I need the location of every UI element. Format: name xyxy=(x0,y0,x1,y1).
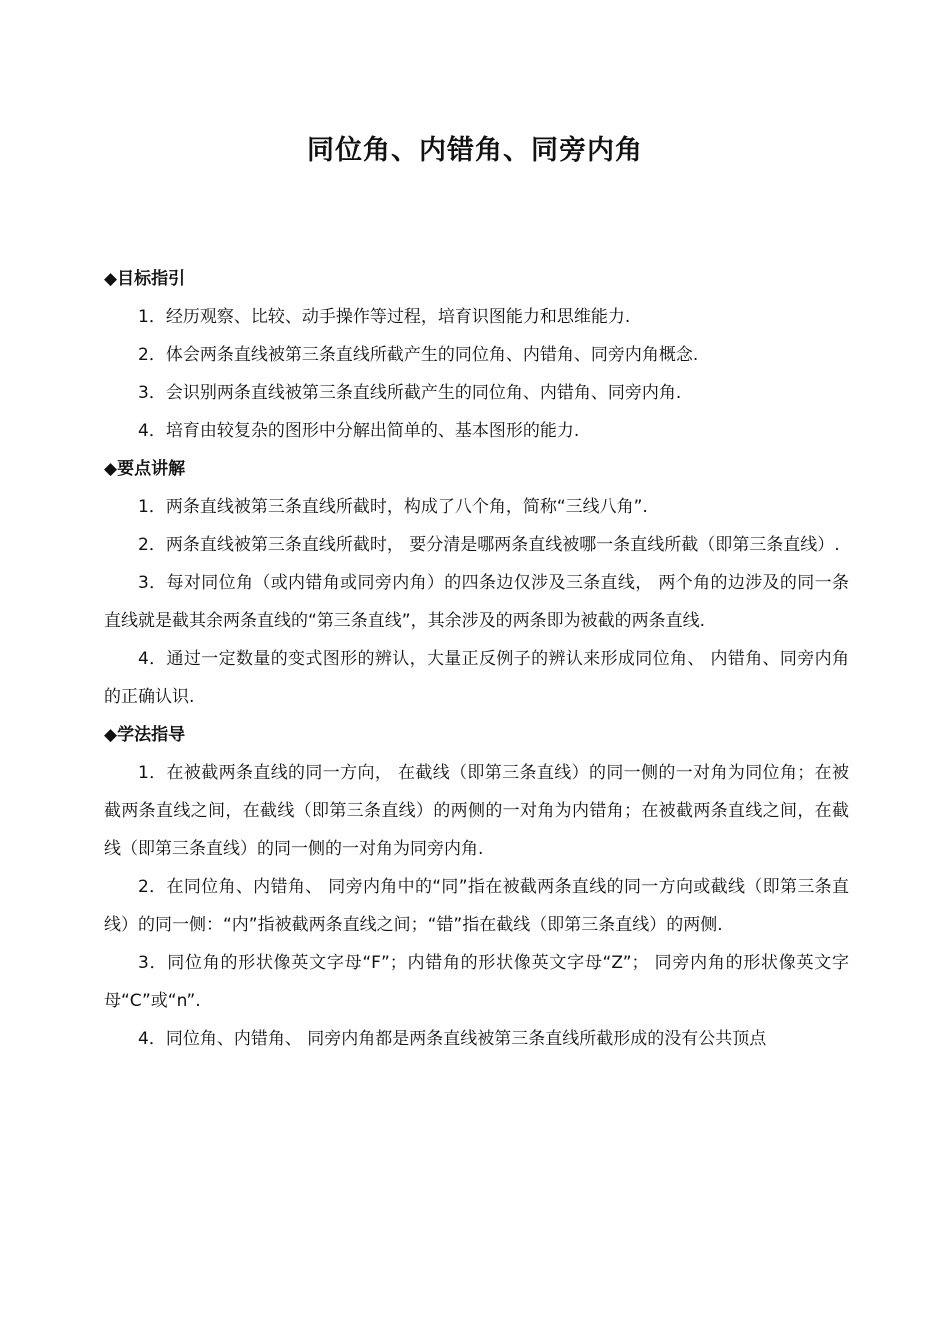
section-goals xyxy=(104,260,849,450)
section-heading: ◆学法指导 xyxy=(104,725,186,745)
section-heading: ◆目标指引 xyxy=(104,269,186,289)
section-key-points xyxy=(104,450,849,716)
list-item: 2．体会两条直线被第三条直线所截产生的同位角、内错角、同旁内角概念. xyxy=(138,345,699,365)
page-title: 同位角、内错角、同旁内角 xyxy=(307,135,643,166)
document-body xyxy=(104,260,849,1058)
list-item: 4．同位角、内错角、 同旁内角都是两条直线被第三条直线所截形成的没有公共顶点 xyxy=(138,1029,767,1049)
list-item: 4．培育由较复杂的图形中分解出简单的、基本图形的能力. xyxy=(138,421,580,441)
list-item: 3．会识别两条直线被第三条直线所截产生的同位角、内错角、同旁内角. xyxy=(138,383,682,403)
list-item: 2．在同位角、内错角、 同旁内角中的“同”指在被截两条直线的同一方向或截线（即第三条直线）的同一侧：“内”指被截两条直线之间；“错”指在截线（即第三条直线）的两侧. xyxy=(104,877,849,935)
list-item: 1．经历观察、比较、动手操作等过程，培育识图能力和思维能力. xyxy=(138,307,631,327)
section-heading: ◆要点讲解 xyxy=(104,459,186,479)
list-item: 3．每对同位角（或内错角或同旁内角）的四条边仅涉及三条直线， 两个角的边涉及的同一条直线就是截其余两条直线的“第三条直线”，其余涉及的两条即为被截的两条直线. xyxy=(104,573,849,631)
list-item: 3．同位角的形状像英文字母“F”；内错角的形状像英文字母“Z”； 同旁内角的形状像英文字母“C”或“n”. xyxy=(104,953,849,1011)
section-study-guide xyxy=(104,716,849,1058)
list-item: 1．在被截两条直线的同一方向， 在截线（即第三条直线）的同一侧的一对角为同位角；在被截两条直线之间，在截线（即第三条直线）的两侧的一对角为内错角；在被截两条直线之间，在截线（即第三条直线）的同一侧的一对角为同旁内角. xyxy=(104,763,849,859)
list-item: 2．两条直线被第三条直线所截时， 要分清是哪两条直线被哪一条直线所截（即第三条直线）. xyxy=(138,535,840,555)
list-item: 4．通过一定数量的变式图形的辨认，大量正反例子的辨认来形成同位角、 内错角、同旁内角的正确认识. xyxy=(104,649,849,707)
list-item: 1．两条直线被第三条直线所截时，构成了八个角，简称“三线八角”. xyxy=(138,497,648,517)
